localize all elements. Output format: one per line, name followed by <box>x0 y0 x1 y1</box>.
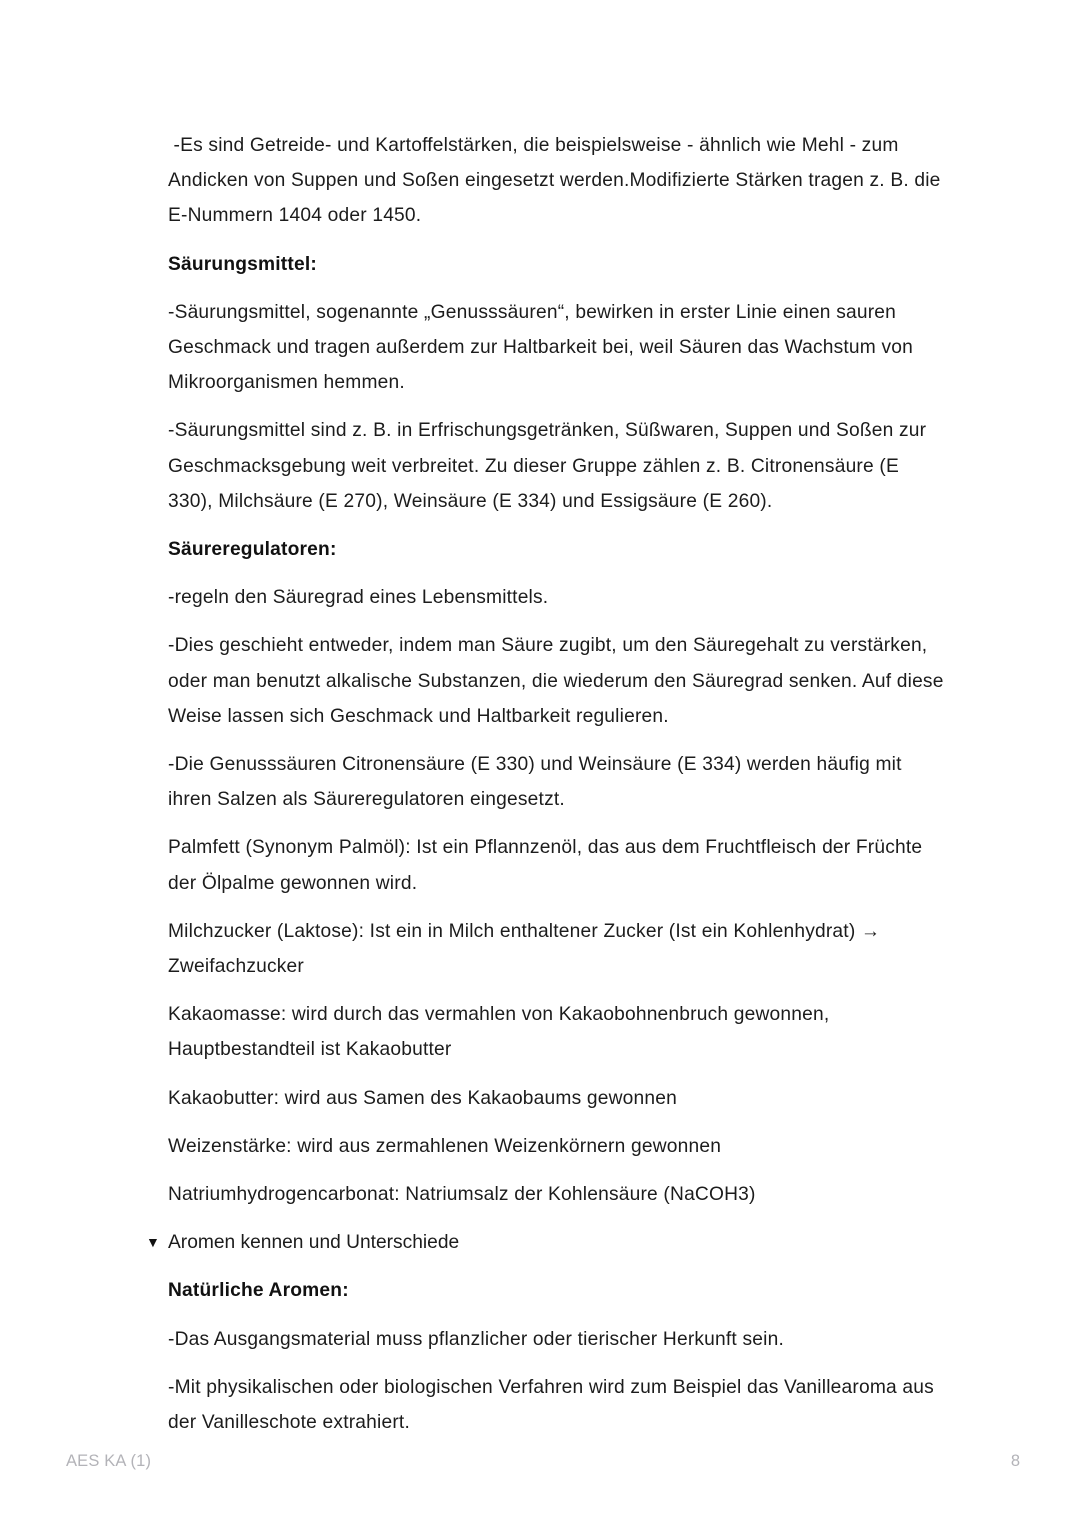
section-heading: Natürliche Aromen: <box>168 1280 349 1302</box>
collapsible-section-header[interactable] <box>146 1225 944 1260</box>
footer-page-number: 8 <box>1010 1452 1020 1470</box>
body-paragraph: -Die Genusssäuren Citronensäure (E 330) und Weinsäure (E 334) werden häufig mit ihren Salzen als Säureregulatoren eingesetzt. <box>168 754 908 811</box>
body-paragraph: -Das Ausgangsmaterial muss pflanzlicher oder tierischer Herkunft sein. <box>168 1328 784 1350</box>
section-heading: Säurungsmittel: <box>168 253 317 275</box>
triangle-down-icon[interactable]: ▼ <box>146 1234 160 1251</box>
section-heading: Säureregulatoren: <box>168 539 337 561</box>
body-paragraph: Milchzucker (Laktose): Ist ein in Milch enthaltener Zucker (Ist ein Kohlenhydrat) → Zweifachzucker <box>168 920 886 978</box>
body-paragraph: Palmfett (Synonym Palmöl): Ist ein Pflannzenöl, das aus dem Fruchtfleisch der Früchte der Ölpalme gewonnen wird. <box>168 837 928 894</box>
body-paragraph: Kakaobutter: wird aus Samen des Kakaobaums gewonnen <box>168 1087 677 1109</box>
body-paragraph: -Säurungsmittel, sogenannte „Genusssäuren“, bewirken in erster Linie einen sauren Geschmack und tragen außerdem zur Haltbarkeit bei, weil Säuren das Wachstum von Mikroorganismen hemmen. <box>168 301 919 394</box>
body-paragraph: Natriumhydrogencarbonat: Natriumsalz der Kohlensäure (NaCOH3) <box>168 1184 756 1206</box>
body-paragraph: Weizenstärke: wird aus zermahlenen Weizenkörnern gewonnen <box>168 1135 722 1157</box>
body-paragraph: -regeln den Säuregrad eines Lebensmittels. <box>168 587 549 609</box>
body-paragraph: -Mit physikalischen oder biologischen Verfahren wird zum Beispiel das Vanillearoma aus der Vanilleschote extrahiert. <box>168 1376 940 1434</box>
body-paragraph: Kakaomasse: wird durch das vermahlen von Kakaobohnenbruch gewonnen, Hauptbestandteil ist Kakaobutter <box>168 1004 835 1061</box>
collapsible-section-label: Aromen kennen und Unterschiede <box>168 1232 460 1254</box>
footer-document-title: AES KA (1) <box>66 1452 152 1470</box>
page-footer <box>0 1446 1080 1476</box>
body-paragraph: -Es sind Getreide- und Kartoffelstärken, die beispielsweise - ähnlich wie Mehl - zum Andicken von Suppen und Soßen eingesetzt werden.Modifizierte Stärken tragen z. B. die E-Nummern 1404 oder 1450. <box>168 135 947 227</box>
document-body <box>146 128 950 1453</box>
body-paragraph: -Dies geschieht entweder, indem man Säure zugibt, um den Säuregehalt zu verstärken, oder man benutzt alkalische Substanzen, die wiederum den Säuregrad senken. Auf diese Weise lassen sich Geschmack und Haltbarkeit regulieren. <box>168 635 950 727</box>
body-paragraph: -Säurungsmittel sind z. B. in Erfrischungsgetränken, Süßwaren, Suppen und Soßen zur Geschmacksgebung weit verbreitet. Zu dieser Gruppe zählen z. B. Citronensäure (E 330), Milchsäure (E 270), Weinsäure (E 334) und Essigsäure (E 260). <box>168 420 932 512</box>
